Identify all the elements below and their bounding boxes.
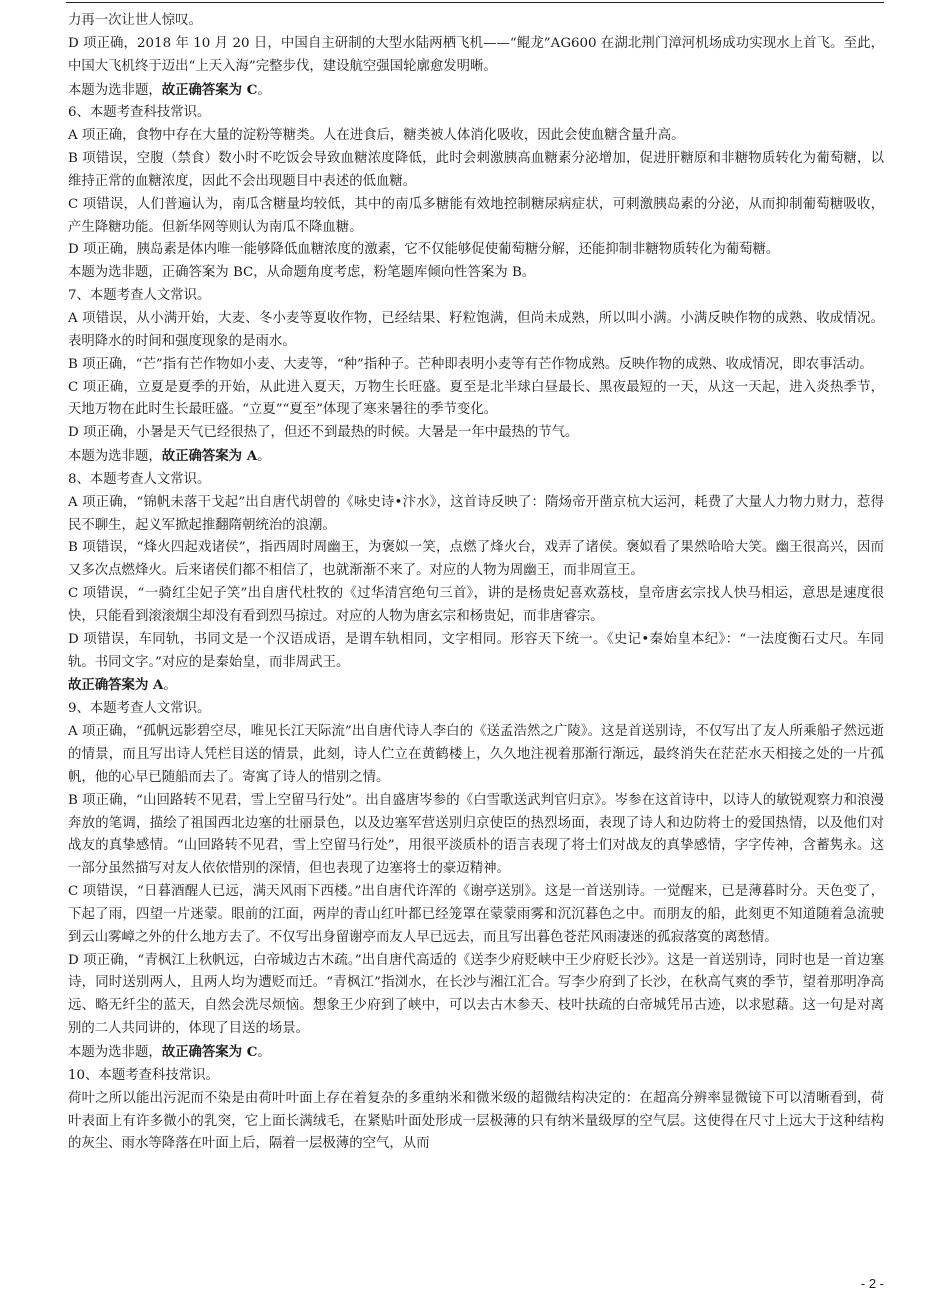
paragraph: C 项错误，“一骑红尘妃子笑”出自唐代杜牧的《过华清宫绝句三首》，讲的是杨贵妃喜欢荔枝，皇帝唐玄宗找人快马相运，意思是速度很快，只能看到滚滚烟尘却没有看到烈马掠过。对应的人物为唐玄宗和杨贵妃，而非唐睿宗。 (68, 586, 884, 624)
paragraph: D 项正确，小暑是天气已经很热了，但还不到最热的时候。大暑是一年中最热的节气。 (68, 425, 579, 441)
paragraph: D 项正确，2018 年 10 月 20 日，中国自主研制的大型水陆两栖飞机——“鲲龙”AG600 在湖北荆门漳河机场成功实现水上首飞。至此，中国大飞机终于迈出“上天入海”完整步伐，建设航空强国轮廓愈发明晰。 (68, 35, 884, 74)
paragraph: 故正确答案为 A。 (68, 677, 177, 694)
paragraph: D 项错误，车同轨，书同文是一个汉语成语，是谓车轨相同，文字相同。形容天下统一。《史记•秦始皇本纪》：“一法度衡石丈尺。车同轨。书同文字。”对应的是秦始皇，而非周武王。 (68, 631, 884, 670)
paragraph: 力再一次让世人惊叹。 (68, 13, 202, 28)
paragraph: 7、本题考查人文常识。 (68, 288, 211, 304)
paragraph: 本题为选非题，故正确答案为 C。 (68, 81, 271, 98)
paragraph: 本题为选非题，正确答案为 BC，从命题角度考虑，粉笔题库倾向性答案为 B。 (68, 265, 536, 281)
paragraph: 8、本题考查人文常识。 (68, 471, 211, 487)
answer-highlight: 故正确答案为 C (161, 81, 258, 98)
paragraph: D 项正确，“青枫江上秋帆远，白帝城边古木疏。”出自唐代高适的《送李少府贬峡中王少府贬长沙》。这是一首送别诗，同时也是一首边塞诗，同时送别两人，且两人均为遭贬而迁。“青枫江”指浏水，在长沙与湘江汇合。写李少府到了长沙，在秋高气爽的季节，望着那明净高远、略无纤尘的蓝天，自然会洗尽烦恼。想象王少府到了峡中，可以去古木参天、枝叶扶疏的白帝城凭吊古迹，以求慰藉。这一句是对离别的二人共同讲的，体现了目送的场景。 (68, 952, 884, 1037)
paragraph: D 项正确，胰岛素是体内唯一能够降低血糖浓度的激素，它不仅能够促使葡萄糖分解，还能抑制非糖物质转化为葡萄糖。 (68, 242, 780, 258)
paragraph: 6、本题考查科技常识。 (68, 105, 211, 121)
paragraph: B 项错误，空腹（禁食）数小时不吃饭会导致血糖浓度降低，此时会刺激胰高血糖素分泌增加，促进肝糖原和非糖物质转化为葡萄糖，以维持正常的血糖浓度，因此不会出现题目中表述的低血糖。 (68, 151, 884, 189)
header-rule (66, 2, 884, 3)
paragraph: C 项错误，人们普遍认为，南瓜含糖量均较低，其中的南瓜多糖能有效地控制糖尿病症状，可刺激胰岛素的分泌，从而抑制葡萄糖吸收，产生降糖功能。但新华网等则认为南瓜不降血糖。 (68, 196, 884, 235)
paragraph: B 项正确，“山回路转不见君，雪上空留马行处”。出自盛唐岑参的《白雪歌送武判官归京》。岑参在这首诗中，以诗人的敏锐观察力和浪漫奔放的笔调，描绘了祖国西北边塞的壮丽景色，以及边塞军营送别归京使臣的热烈场面，表现了诗人和边防将士的爱国热情，以及他们对战友的真挚感情。“山回路转不见君，雪上空留马行处”，用很平淡质朴的语言表现了将士们对战友的真挚感情，字字传神，含蓄隽永。这一部分虽然描写对友人依依惜别的深情，但也表现了边塞将士的豪迈精神。 (68, 792, 884, 877)
paragraph: 荷叶之所以能出污泥而不染是由荷叶叶面上存在着复杂的多重纳米和微米级的超微结构决定的：在超高分辨率显微镜下可以清晰看到，荷叶表面上有许多微小的乳突，它上面长满绒毛，在紧贴叶面处形成一层极薄的只有纳米量级厚的空气层。这使得在尺寸上远大于这种结构的灰尘、雨水等降落在叶面上后，隔着一层极薄的空气，从而 (68, 1090, 884, 1152)
answer-highlight: 故正确答案为 A (161, 448, 258, 465)
paragraph: 10、本题考查科技常识。 (68, 1067, 219, 1083)
page-number: - 2 - (860, 1276, 884, 1291)
paragraph: C 项错误，“日暮酒醒人已远，满天风雨下西楼。”出自唐代许浑的《谢亭送别》。这是一首送别诗。一觉醒来，已是薄暮时分。天色变了，下起了雨，四望一片迷蒙。眼前的江面，两岸的青山红叶都已经笼罩在蒙蒙雨雾和沉沉暮色之中。而朋友的船，此刻更不知道随着急流驶到云山雾嶂之外的什么地方去了。不仅写出身留谢亭而友人早已远去，而且写出暮色苍茫风雨凄迷的孤寂落寞的离愁情。 (68, 884, 884, 945)
paragraph: A 项错误，从小满开始，大麦、冬小麦等夏收作物，已经结果、籽粒饱满，但尚未成熟，所以叫小满。小满反映作物的成熟、收成情况。表明降水的时间和强度现象的是雨水。 (68, 310, 884, 349)
paragraph: 9、本题考查人文常识。 (68, 701, 211, 717)
paragraph: B 项错误，“烽火四起戏诸侯”，指西周时周幽王，为褒姒一笑，点燃了烽火台，戏弄了诸侯。褒姒看了果然哈哈大笑。幽王很高兴，因而又多次点燃烽火。后来诸侯们都不相信了，也就渐渐不来了。对应的人物为周幽王，而非周宣王。 (68, 540, 884, 579)
paragraph: A 项正确，“孤帆远影碧空尽，唯见长江天际流”出自唐代诗人李白的《送孟浩然之广陵》。这是首送别诗，不仅写出了友人所乘船孑然远逝的情景，而且写出诗人凭栏目送的情景，此刻，诗人伫立在黄鹤楼上，久久地注视着那渐行渐远，最终消失在茫茫水天相接之处的一片孤帆，他的心早已随船而去了。寄寓了诗人的惜别之情。 (68, 724, 884, 785)
paragraph: 本题为选非题，故正确答案为 C。 (68, 1043, 271, 1060)
paragraph: C 项正确，立夏是夏季的开始，从此进入夏天，万物生长旺盛。夏至是北半球白昼最长、黑夜最短的一天，从这一天起，进入炎热季节，天地万物在此时生长最旺盛。“立夏”“夏至”体现了寒来暑往的季节变化。 (68, 379, 884, 418)
paragraph: A 项正确，食物中存在大量的淀粉等糖类。人在进食后，糖类被人体消化吸收，因此会使血糖含量升高。 (68, 128, 685, 144)
answer-explanation-text (68, 10, 884, 1156)
paragraph: A 项正确，“锦帆未落干戈起”出自唐代胡曾的《咏史诗•汴水》，这首诗反映了：隋炀帝开凿京杭大运河，耗费了大量人力物力财力，惹得民不聊生，起义军掀起推翻隋朝统治的浪潮。 (68, 494, 884, 533)
answer-highlight: 故正确答案为 C (161, 1043, 258, 1060)
answer-highlight: 故正确答案为 A (68, 677, 164, 694)
paragraph: B 项正确，“芒”指有芒作物如小麦、大麦等，“种”指种子。芒种即表明小麦等有芒作物成熟。反映作物的成熟、收成情况，即农事活动。 (68, 356, 873, 372)
paragraph: 本题为选非题，故正确答案为 A。 (68, 448, 271, 465)
